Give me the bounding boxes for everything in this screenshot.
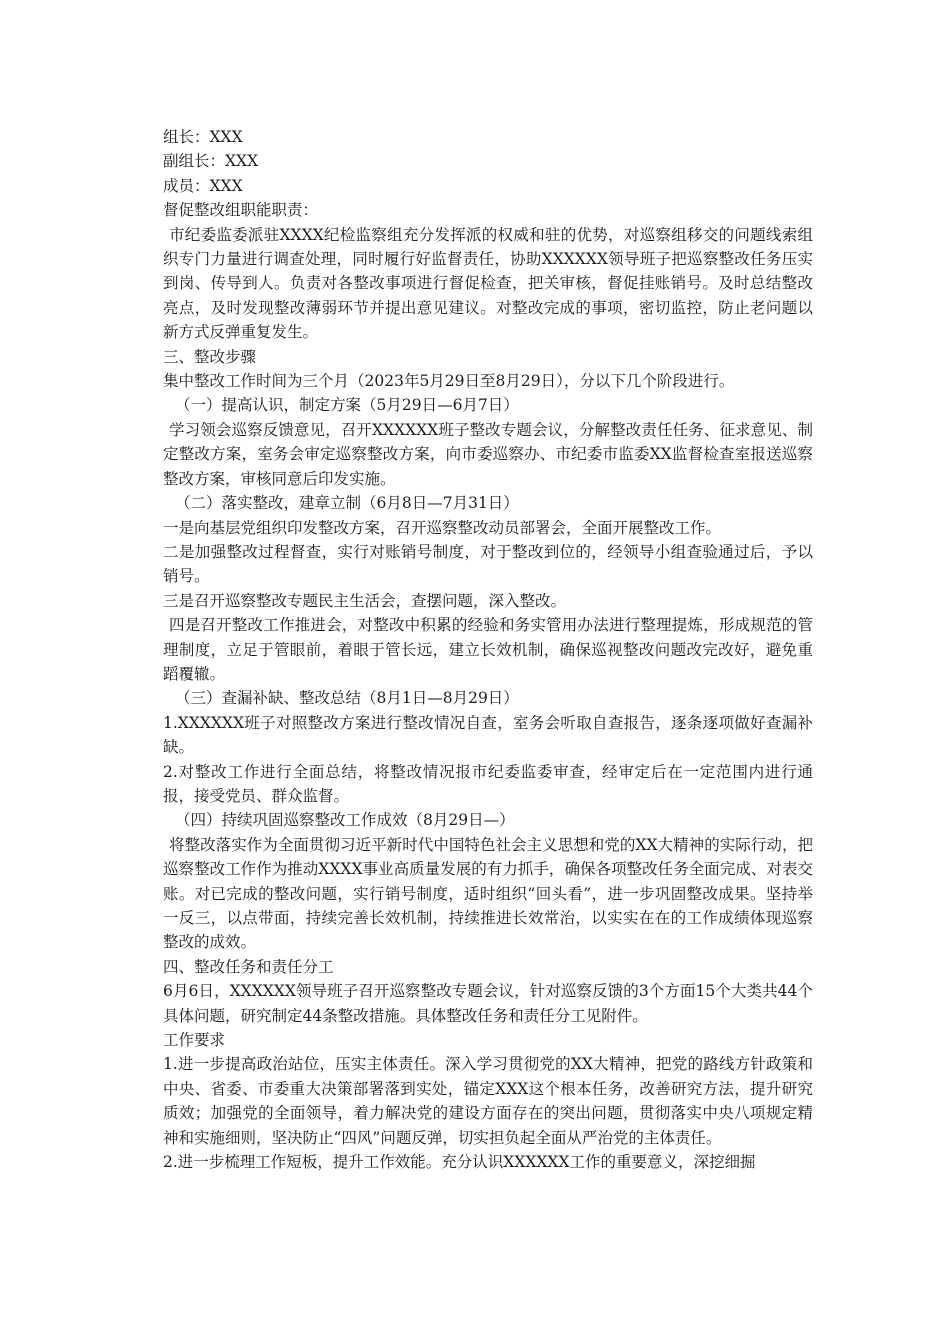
paragraph: 集中整改工作时间为三个月（2023年5月29日至8月29日），分以下几个阶段进行。 xyxy=(163,372,735,391)
paragraph: 市纪委监委派驻XXXX纪检监察组充分发挥派的权威和驻的优势，对巡察组移交的问题线索组织专门力量进行调查处理，同时履行好监督责任，协助XXXXXX领导班子把巡察整改任务压实到岗、传导到人。负责对各整改事项进行督促检查，把关审核，督促挂账销号。及时总结整改亮点，及时发现整改薄弱环节并提出意见建议。对整改完成的事项，密切监控，防止老问题以新方式反弹重复发生。 xyxy=(163,225,813,342)
paragraph: 一是向基层党组织印发整改方案，召开巡察整改动员部署会，全面开展整改工作。 xyxy=(163,518,722,537)
paragraph: 三是召开巡察整改专题民主生活会，查摆问题，深入整改。 xyxy=(163,591,567,610)
subsection-heading: （三）查漏补缺、整改总结（8月1日—8月29日） xyxy=(175,689,519,708)
group-leader-line: 组长：XXX xyxy=(163,128,243,146)
section-heading-tasks-responsibilities: 四、整改任务和责任分工 xyxy=(163,957,334,976)
supervision-group-duties-heading: 督促整改组职能职责： xyxy=(163,201,319,220)
members-line: 成员：XXX xyxy=(163,176,243,195)
numbered-paragraph: 2.对整改工作进行全面总结，将整改情况报市纪委监委审查，经审定后在一定范围内进行通报，接受党员、群众监督。 xyxy=(163,762,813,805)
paragraph: 将整改落实作为全面贯彻习近平新时代中国特色社会主义思想和党的XX大精神的实际行动，把巡察整改工作作为推动XXXX事业高质量发展的有力抓手，确保各项整改任务全面完成、对表交账。对已完成的整改问题，实行销号制度，适时组织“回头看”，进一步巩固整改成果。坚持举一反三，以点带面，持续完善长效机制，持续推进长效常治，以实实在在的工作成绩体现巡察整改的成效。 xyxy=(163,835,813,952)
section-heading-rectification-steps: 三、整改步骤 xyxy=(163,347,257,366)
document-body xyxy=(163,125,813,1174)
subsection-heading: （一）提高认识，制定方案（5月29日—6月7日） xyxy=(175,396,519,415)
numbered-paragraph: 1.XXXXXX班子对照整改方案进行整改情况自查，室务会听取自查报告，逐条逐项做好查漏补缺。 xyxy=(163,713,813,757)
paragraph: 四是召开整改工作推进会，对整改中积累的经验和务实管用办法进行整理提炼，形成规范的管理制度，立足于管眼前，着眼于管长远，建立长效机制，确保巡视整改问题改完改好，避免重蹈覆辙。 xyxy=(163,616,813,683)
numbered-paragraph: 2.进一步梳理工作短板，提升工作效能。充分认识XXXXXX工作的重要意义，深挖细掘 xyxy=(163,1153,756,1172)
subsection-heading: （二）落实整改，建章立制（6月8日—7月31日） xyxy=(175,494,519,513)
paragraph: 二是加强整改过程督查，实行对账销号制度，对于整改到位的，经领导小组查验通过后，予以销号。 xyxy=(163,542,813,586)
section-heading-work-requirements: 工作要求 xyxy=(163,1031,226,1050)
paragraph: 6月6日，XXXXXX领导班子召开巡察整改专题会议，针对巡察反馈的3个方面15个大类共44个具体问题，研究制定44条整改措施。具体整改任务和责任分工见附件。 xyxy=(163,982,813,1025)
deputy-leader-line: 副组长：XXX xyxy=(163,152,259,171)
paragraph: 学习领会巡察反馈意见，召开XXXXXX班子整改专题会议，分解整改责任任务、征求意见、制定整改方案，室务会审定巡察整改方案，向市委巡察办、市纪委市监委XX监督检查室报送巡察整改方案，审核同意后印发实施。 xyxy=(163,420,813,488)
subsection-heading: （四）持续巩固巡察整改工作成效（8月29日—） xyxy=(175,811,515,830)
numbered-paragraph: 1.进一步提高政治站位，压实主体责任。深入学习贯彻党的XX大精神，把党的路线方针政策和中央、省委、市委重大决策部署落到实处，锚定XXX这个根本任务，改善研究方法，提升研究质效；加强党的全面领导，着力解决党的建设方面存在的突出问题，贯彻落实中央八项规定精神和实施细则，坚决防止“四风”问题反弹，切实担负起全面从严治党的主体责任。 xyxy=(163,1055,813,1147)
